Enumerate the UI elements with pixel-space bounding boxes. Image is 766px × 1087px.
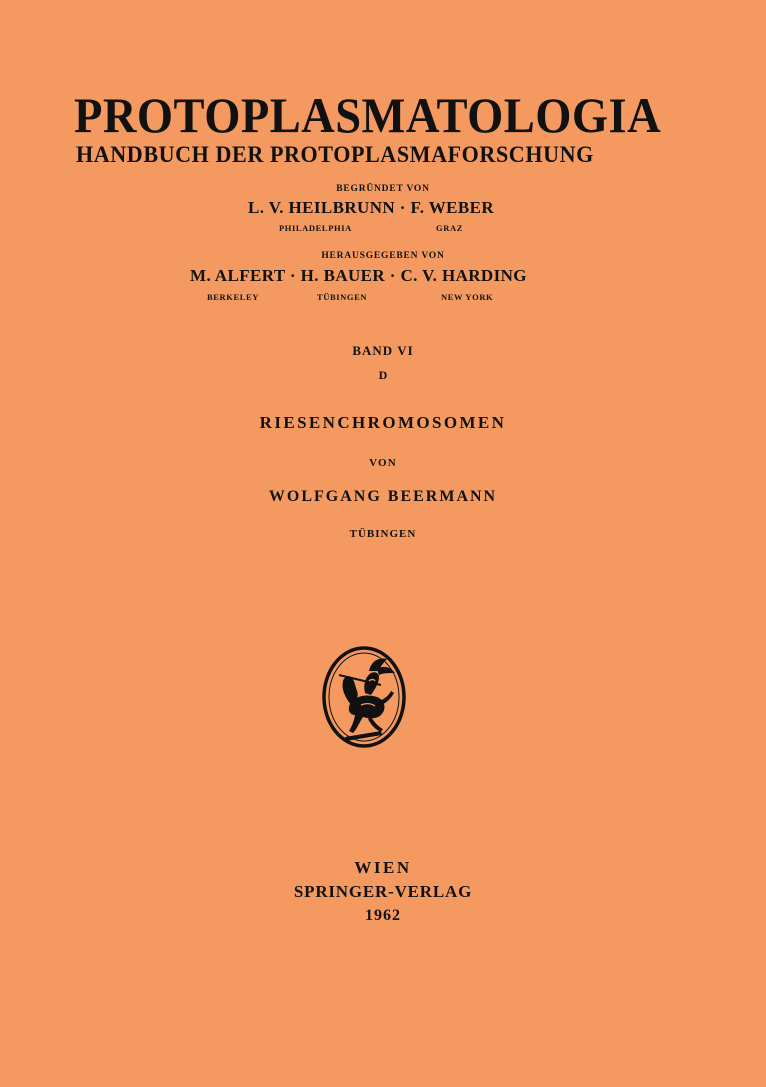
- founder-city: PHILADELPHIA: [279, 223, 352, 233]
- name-separator: ·: [289, 266, 296, 285]
- editors-names: [190, 266, 527, 286]
- author-city: TÜBINGEN: [349, 528, 417, 540]
- editor-name: M. ALFERT: [190, 266, 286, 285]
- publication-year: 1962: [365, 907, 401, 924]
- founders-label: BEGRÜNDET VON: [336, 184, 430, 194]
- series-subtitle: HANDBUCH DER PROTOPLASMAFORSCHUNG: [76, 142, 594, 167]
- publisher-name: SPRINGER-VERLAG: [293, 882, 473, 901]
- editor-name: C. V. HARDING: [400, 266, 527, 285]
- series-title: PROTOPLASMATOLOGIA: [74, 87, 662, 143]
- editors-label: HERAUSGEGEBEN VON: [321, 251, 445, 261]
- editor-city: TÜBINGEN: [317, 292, 368, 302]
- name-separator: ·: [389, 266, 396, 285]
- founder-city: GRAZ: [436, 223, 463, 233]
- publisher-city: WIEN: [354, 858, 412, 877]
- author-name: WOLFGANG BEERMANN: [268, 488, 498, 505]
- founders-names: [248, 198, 494, 218]
- editor-city: BERKELEY: [207, 292, 260, 302]
- editor-name: H. BAUER: [300, 266, 386, 285]
- volume-part: D: [378, 368, 388, 382]
- volume-number: BAND VI: [352, 343, 414, 358]
- book-title: RIESENCHROMOSOMEN: [259, 413, 507, 432]
- editor-city: NEW YORK: [441, 292, 494, 302]
- founder-name: F. WEBER: [410, 198, 494, 217]
- founder-name: L. V. HEILBRUNN: [248, 198, 396, 217]
- springer-knight-logo-icon: [321, 645, 407, 749]
- by-label: VON: [369, 457, 397, 469]
- name-separator: ·: [399, 198, 406, 217]
